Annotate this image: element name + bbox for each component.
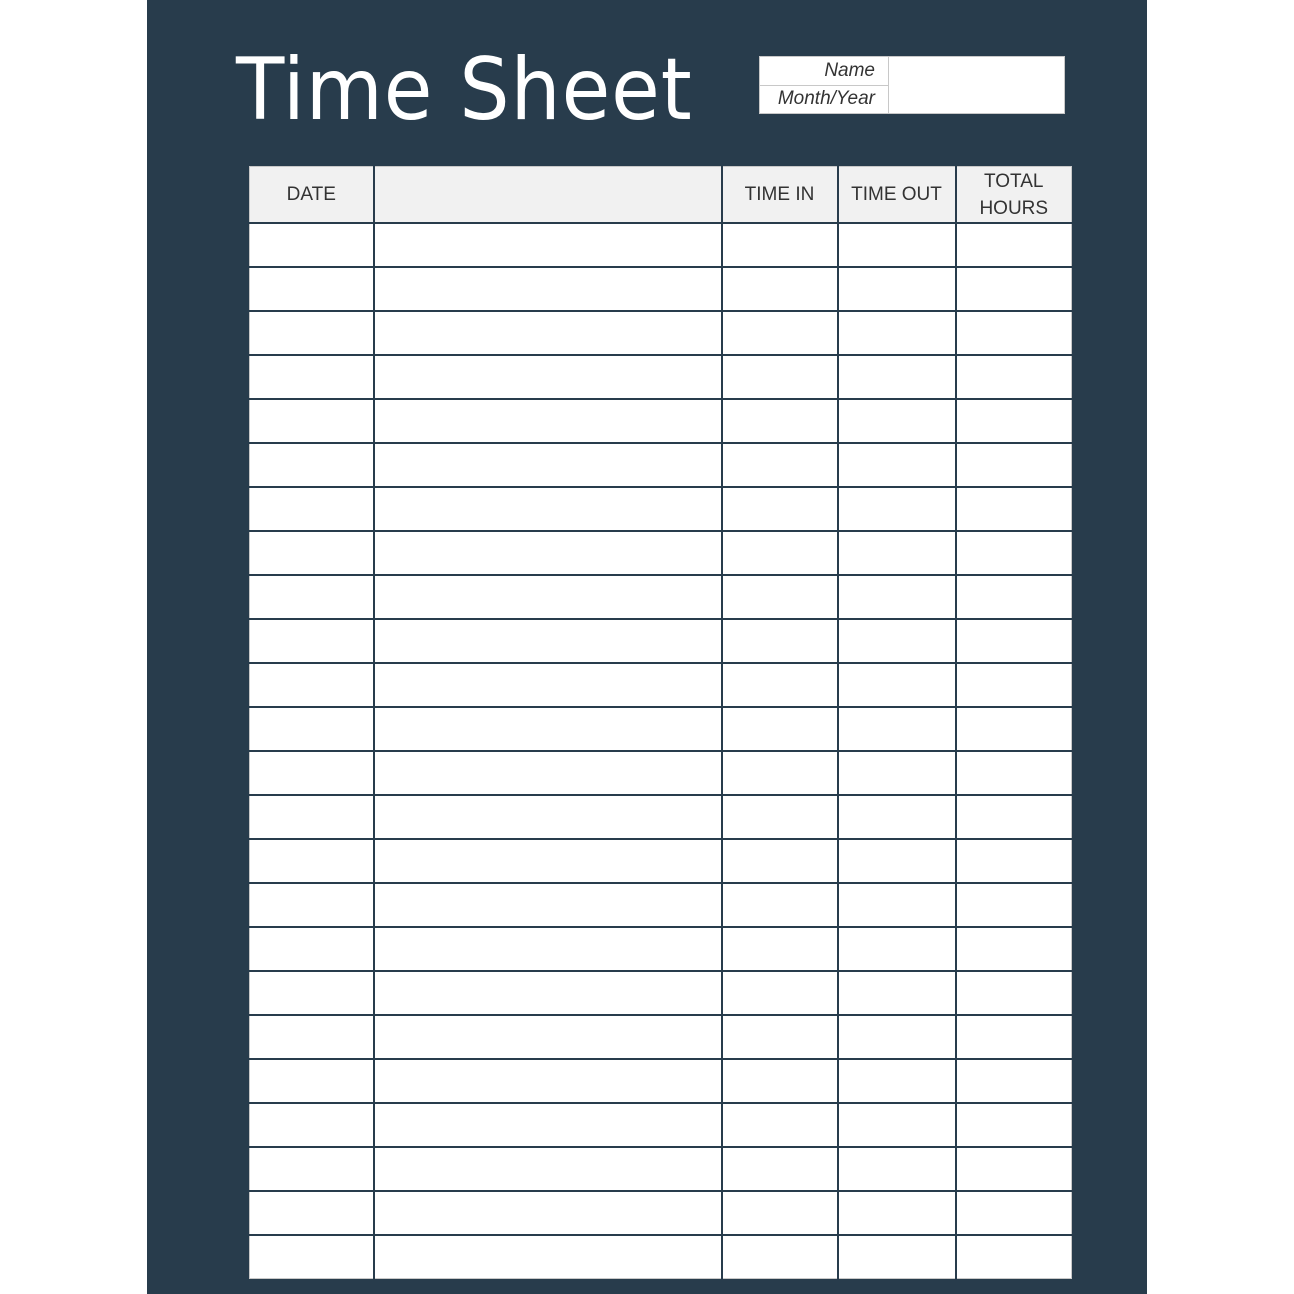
- cell-time-out[interactable]: [838, 355, 956, 399]
- cell-time-in[interactable]: [722, 575, 838, 619]
- cell-total-hours[interactable]: [956, 1235, 1072, 1279]
- cell-time-out[interactable]: [838, 971, 956, 1015]
- cell-description[interactable]: [374, 267, 722, 311]
- cell-total-hours[interactable]: [956, 443, 1072, 487]
- cell-time-in[interactable]: [722, 927, 838, 971]
- cell-date[interactable]: [250, 1191, 374, 1235]
- cell-total-hours[interactable]: [956, 399, 1072, 443]
- cell-time-out[interactable]: [838, 663, 956, 707]
- cell-time-out[interactable]: [838, 399, 956, 443]
- month-year-row: [760, 85, 1064, 113]
- cell-time-in[interactable]: [722, 267, 838, 311]
- table-body: [250, 223, 1072, 1279]
- cell-description[interactable]: [374, 1191, 722, 1235]
- cell-time-out[interactable]: [838, 839, 956, 883]
- cell-description[interactable]: [374, 795, 722, 839]
- cell-description[interactable]: [374, 619, 722, 663]
- cell-total-hours[interactable]: [956, 267, 1072, 311]
- cell-description[interactable]: [374, 1235, 722, 1279]
- cell-total-hours[interactable]: [956, 795, 1072, 839]
- cell-description[interactable]: [374, 1103, 722, 1147]
- table-row: [250, 1191, 1072, 1235]
- cell-total-hours[interactable]: [956, 663, 1072, 707]
- table-row: [250, 443, 1072, 487]
- cell-time-in[interactable]: [722, 1235, 838, 1279]
- cell-time-out[interactable]: [838, 531, 956, 575]
- cell-description[interactable]: [374, 883, 722, 927]
- cell-date[interactable]: [250, 795, 374, 839]
- table-row: [250, 663, 1072, 707]
- cell-date[interactable]: [250, 267, 374, 311]
- cell-total-hours[interactable]: [956, 1147, 1072, 1191]
- cell-time-in[interactable]: [722, 751, 838, 795]
- table-row: [250, 311, 1072, 355]
- column-header-description: [374, 167, 722, 224]
- cell-time-in[interactable]: [722, 619, 838, 663]
- cell-date[interactable]: [250, 751, 374, 795]
- cell-time-in[interactable]: [722, 971, 838, 1015]
- cell-description[interactable]: [374, 1015, 722, 1059]
- cell-description[interactable]: [374, 223, 722, 267]
- table-row: [250, 1015, 1072, 1059]
- cell-date[interactable]: [250, 971, 374, 1015]
- cell-date[interactable]: [250, 311, 374, 355]
- table-row: [250, 927, 1072, 971]
- column-header-time-in: TIME IN: [722, 167, 838, 224]
- month-year-label: Month/Year: [777, 88, 875, 109]
- cell-date[interactable]: [250, 575, 374, 619]
- cell-date[interactable]: [250, 619, 374, 663]
- cell-time-out[interactable]: [838, 487, 956, 531]
- cell-time-in[interactable]: [722, 399, 838, 443]
- cell-total-hours[interactable]: [956, 619, 1072, 663]
- cell-time-out[interactable]: [838, 443, 956, 487]
- cell-time-in[interactable]: [722, 355, 838, 399]
- cell-time-out[interactable]: [838, 751, 956, 795]
- cell-total-hours[interactable]: [956, 311, 1072, 355]
- table-row: [250, 223, 1072, 267]
- table-row: [250, 839, 1072, 883]
- table-row: [250, 1235, 1072, 1279]
- cell-date[interactable]: [250, 663, 374, 707]
- name-label: Name: [824, 60, 875, 81]
- cell-description[interactable]: [374, 399, 722, 443]
- cell-time-in[interactable]: [722, 707, 838, 751]
- cell-total-hours[interactable]: [956, 839, 1072, 883]
- cell-total-hours[interactable]: [956, 751, 1072, 795]
- cell-time-in[interactable]: [722, 1191, 838, 1235]
- cell-description[interactable]: [374, 487, 722, 531]
- cell-time-in[interactable]: [722, 487, 838, 531]
- info-box: [759, 56, 1065, 114]
- cell-time-in[interactable]: [722, 1147, 838, 1191]
- cell-date[interactable]: [250, 1059, 374, 1103]
- cell-date[interactable]: [250, 531, 374, 575]
- column-header-date: DATE: [250, 167, 374, 224]
- cell-time-out[interactable]: [838, 1015, 956, 1059]
- cell-description[interactable]: [374, 575, 722, 619]
- table-row: [250, 531, 1072, 575]
- cell-total-hours[interactable]: [956, 883, 1072, 927]
- table-row: [250, 883, 1072, 927]
- cell-total-hours[interactable]: [956, 487, 1072, 531]
- cell-time-out[interactable]: [838, 1103, 956, 1147]
- cell-date[interactable]: [250, 883, 374, 927]
- cell-time-out[interactable]: [838, 927, 956, 971]
- cell-total-hours[interactable]: [956, 927, 1072, 971]
- table-row: [250, 399, 1072, 443]
- cell-date[interactable]: [250, 355, 374, 399]
- cell-description[interactable]: [374, 663, 722, 707]
- column-header-total-hours: TOTAL HOURS: [956, 167, 1072, 224]
- header-row: [250, 167, 1072, 224]
- cell-time-out[interactable]: [838, 883, 956, 927]
- cell-time-out[interactable]: [838, 1059, 956, 1103]
- cell-description[interactable]: [374, 443, 722, 487]
- cell-date[interactable]: [250, 1015, 374, 1059]
- cell-date[interactable]: [250, 839, 374, 883]
- time-sheet-table: [249, 166, 1072, 1279]
- cell-date[interactable]: [250, 487, 374, 531]
- cell-time-out[interactable]: [838, 795, 956, 839]
- cell-time-in[interactable]: [722, 443, 838, 487]
- cell-description[interactable]: [374, 531, 722, 575]
- cell-description[interactable]: [374, 839, 722, 883]
- cell-time-in[interactable]: [722, 1059, 838, 1103]
- cell-time-in[interactable]: [722, 1015, 838, 1059]
- cell-date[interactable]: [250, 1103, 374, 1147]
- cell-date[interactable]: [250, 1147, 374, 1191]
- cell-time-in[interactable]: [722, 883, 838, 927]
- table-row: [250, 1059, 1072, 1103]
- cell-time-out[interactable]: [838, 707, 956, 751]
- cell-time-out[interactable]: [838, 619, 956, 663]
- name-field[interactable]: [888, 57, 1064, 85]
- page-title: Time Sheet: [236, 40, 693, 140]
- cell-time-in[interactable]: [722, 223, 838, 267]
- table-row: [250, 971, 1072, 1015]
- name-row: [760, 57, 1064, 86]
- cell-date[interactable]: [250, 223, 374, 267]
- table-row: [250, 1103, 1072, 1147]
- cell-total-hours[interactable]: [956, 1103, 1072, 1147]
- cell-total-hours[interactable]: [956, 971, 1072, 1015]
- cell-description[interactable]: [374, 707, 722, 751]
- cell-total-hours[interactable]: [956, 1059, 1072, 1103]
- cell-date[interactable]: [250, 399, 374, 443]
- cell-date[interactable]: [250, 927, 374, 971]
- cell-time-out[interactable]: [838, 1235, 956, 1279]
- table-row: [250, 575, 1072, 619]
- cell-time-out[interactable]: [838, 1147, 956, 1191]
- table-row: [250, 355, 1072, 399]
- cell-time-out[interactable]: [838, 575, 956, 619]
- cell-time-in[interactable]: [722, 663, 838, 707]
- cell-time-out[interactable]: [838, 267, 956, 311]
- table-row: [250, 795, 1072, 839]
- cell-total-hours[interactable]: [956, 223, 1072, 267]
- cell-description[interactable]: [374, 751, 722, 795]
- cell-time-out[interactable]: [838, 223, 956, 267]
- cell-description[interactable]: [374, 1147, 722, 1191]
- cell-description[interactable]: [374, 355, 722, 399]
- table-row: [250, 1147, 1072, 1191]
- cell-time-out[interactable]: [838, 311, 956, 355]
- cell-total-hours[interactable]: [956, 1191, 1072, 1235]
- cell-total-hours[interactable]: [956, 707, 1072, 751]
- cell-time-in[interactable]: [722, 531, 838, 575]
- cell-date[interactable]: [250, 443, 374, 487]
- month-year-field[interactable]: [888, 85, 1064, 113]
- cell-total-hours[interactable]: [956, 531, 1072, 575]
- column-header-time-out: TIME OUT: [838, 167, 956, 224]
- cell-time-in[interactable]: [722, 795, 838, 839]
- table-row: [250, 707, 1072, 751]
- cell-date[interactable]: [250, 1235, 374, 1279]
- cell-date[interactable]: [250, 707, 374, 751]
- cell-time-out[interactable]: [838, 1191, 956, 1235]
- cell-total-hours[interactable]: [956, 575, 1072, 619]
- cell-time-in[interactable]: [722, 311, 838, 355]
- cell-description[interactable]: [374, 927, 722, 971]
- table-row: [250, 751, 1072, 795]
- table-row: [250, 487, 1072, 531]
- cell-total-hours[interactable]: [956, 355, 1072, 399]
- cell-description[interactable]: [374, 1059, 722, 1103]
- cell-total-hours[interactable]: [956, 1015, 1072, 1059]
- cell-time-in[interactable]: [722, 1103, 838, 1147]
- cell-time-in[interactable]: [722, 839, 838, 883]
- table-row: [250, 619, 1072, 663]
- cell-description[interactable]: [374, 971, 722, 1015]
- cell-description[interactable]: [374, 311, 722, 355]
- table-row: [250, 267, 1072, 311]
